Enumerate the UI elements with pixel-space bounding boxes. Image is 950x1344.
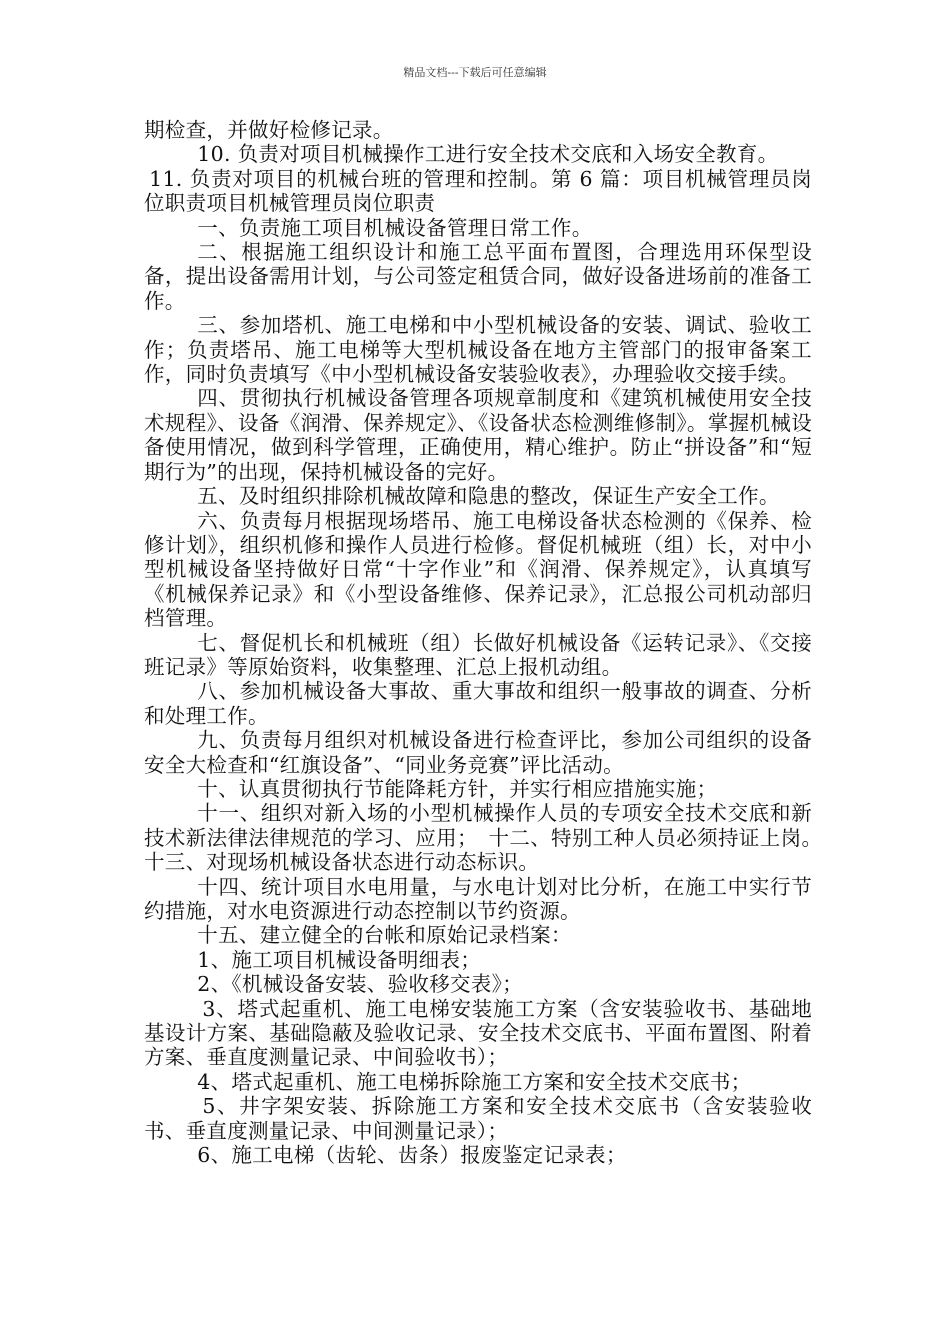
paragraph-item-11: 11. 负责对项目的机械台班的管理和控制。第 6 篇：项目机械管理员岗位职责项目机械管理员岗位职责 — [144, 166, 812, 216]
document-body — [144, 118, 833, 1168]
paragraph-duty-15: 十五、建立健全的台帐和原始记录档案： — [197, 923, 572, 948]
page-header: 精品文档---下载后可任意编辑 — [403, 66, 547, 79]
paragraph-duty-5: 五、及时组织排除机械故障和隐患的整改，保证生产安全工作。 — [197, 484, 780, 509]
paragraph-duty-11-13: 十一、组织对新入场的小型机械操作人员的专项安全技术交底和新技术新法律法律规范的学习、应用； 十二、特别工种人员必须持证上岗。 十三、对现场机械设备状态进行动态标识。 — [144, 801, 833, 875]
paragraph-continuation: 期检查，并做好检修记录。 — [144, 118, 394, 142]
list-item-4: 4、塔式起重机、施工电梯拆除施工方案和安全技术交底书； — [197, 1069, 752, 1094]
list-item-3: 3、塔式起重机、施工电梯安装施工方案（含安装验收书、基础地基设计方案、基础隐蔽及验收记录、安全技术交底书、平面布置图、附着方案、垂直度测量记录、中间验收书）； — [144, 996, 812, 1070]
paragraph-duty-7: 七、督促机长和机械班（组）长做好机械设备《运转记录》、《交接班记录》等原始资料，收集整理、汇总上报机动组。 — [144, 630, 812, 679]
paragraph-duty-9: 九、负责每月组织对机械设备进行检查评比，参加公司组织的设备安全大检查和“红旗设备”、“同业务竞赛”评比活动。 — [144, 728, 812, 777]
paragraph-duty-10: 十、认真贯彻执行节能降耗方针，并实行相应措施实施； — [197, 776, 718, 801]
list-item-6: 6、施工电梯（齿轮、齿条）报废鉴定记录表； — [197, 1143, 627, 1168]
paragraph-duty-4: 四、贯彻执行机械设备管理各项规章制度和《建筑机械使用安全技术规程》、设备《润滑、保养规定》、《设备状态检测维修制》。掌握机械设备使用情况，做到科学管理，正确使用，精心维护。防止“拼设备”和“短期行为”的出现，保持机械设备的完好。 — [144, 386, 812, 484]
list-item-1: 1、施工项目机械设备明细表； — [197, 947, 482, 972]
paragraph-duty-1: 一、负责施工项目机械设备管理日常工作。 — [197, 215, 593, 240]
paragraph-duty-14: 十四、统计项目水电用量，与水电计划对比分析，在施工中实行节约措施，对水电资源进行动态控制以节约资源。 — [144, 874, 812, 923]
paragraph-duty-3: 三、参加塔机、施工电梯和中小型机械设备的安装、调试、验收工作；负责塔吊、施工电梯等大型机械设备在地方主管部门的报审备案工作，同时负责填写《中小型机械设备安装验收表》，办理验收交接手续。 — [144, 313, 812, 387]
list-item-2: 2、《机械设备安装、验收移交表》； — [197, 972, 523, 997]
list-item-5: 5、井字架安装、拆除施工方案和安全技术交底书（含安装验收书、垂直度测量记录、中间测量记录）； — [144, 1094, 812, 1143]
paragraph-duty-8: 八、参加机械设备大事故、重大事故和组织一般事故的调查、分析和处理工作。 — [144, 679, 812, 728]
paragraph-duty-6: 六、负责每月根据现场塔吊、施工电梯设备状态检测的《保养、检修计划》，组织机修和操作人员进行检修。督促机械班（组）长，对中小型机械设备坚持做好日常“十字作业”和《润滑、保养规定》，认真填写《机械保养记录》和《小型设备维修、保养记录》，汇总报公司机动部归档管理。 — [144, 508, 812, 631]
paragraph-duty-2: 二、根据施工组织设计和施工总平面布置图，合理选用环保型设备，提出设备需用计划，与公司签定租赁合同，做好设备进场前的准备工作。 — [144, 240, 812, 313]
paragraph-item-10: 10. 负责对项目机械操作工进行安全技术交底和入场安全教育。 — [197, 142, 779, 167]
